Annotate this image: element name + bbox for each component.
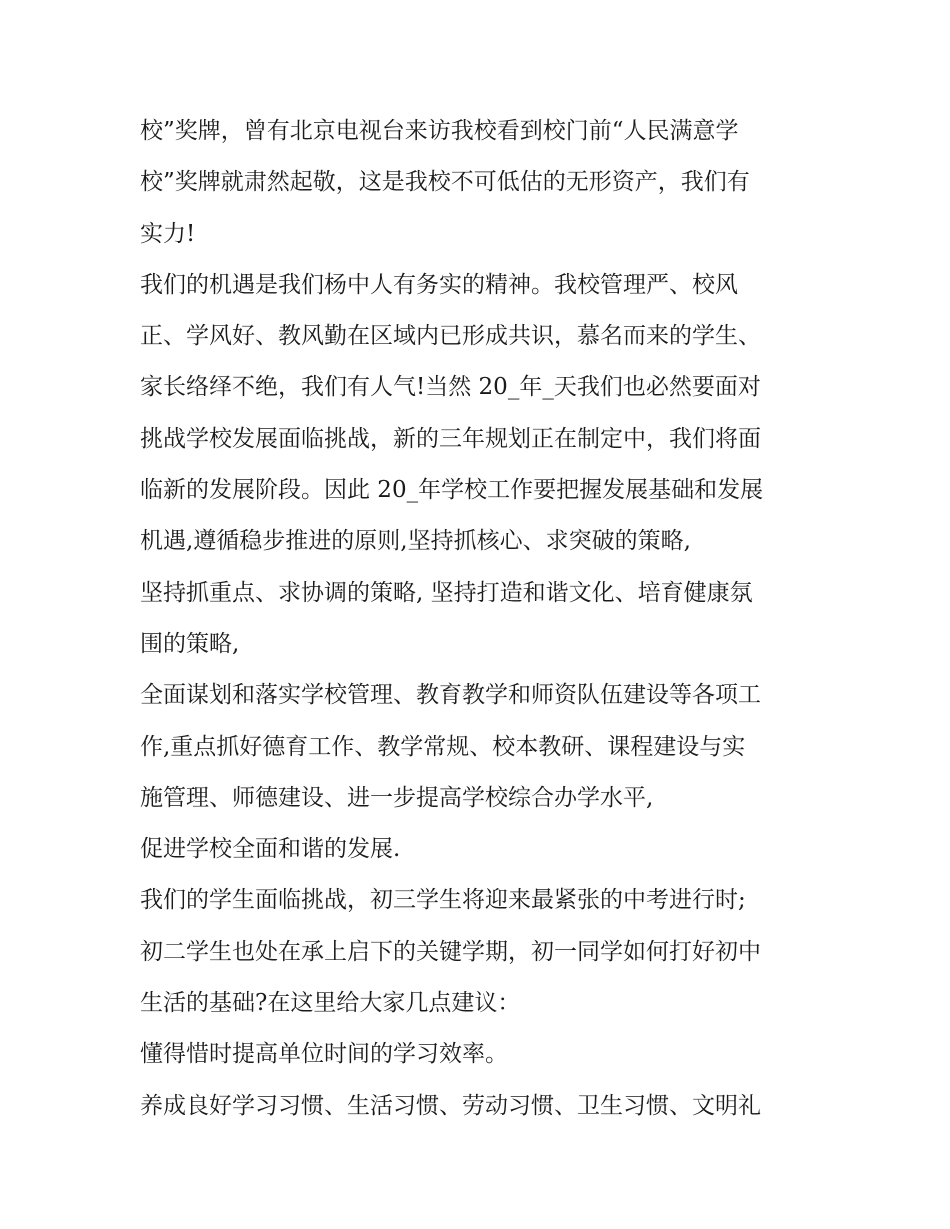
text-line: 全面谋划和落实学校管理、教育教学和师资队伍建设等各项工	[140, 682, 761, 709]
text-line: 临新的发展阶段。因此 20_年学校工作要把握发展基础和发展	[140, 477, 764, 504]
text-line: 实力!	[140, 220, 196, 247]
text-line: 生活的基础?在这里给大家几点建议：	[140, 990, 521, 1017]
text-line: 家长络绎不绝，我们有人气!当然 20_年_天我们也必然要面对	[140, 374, 761, 401]
text-line: 施管理、师德建设、进一步提高学校综合办学水平,	[140, 784, 654, 811]
text-line: 我们的机遇是我们杨中人有务实的精神。我校管理严、校风	[140, 271, 738, 298]
text-line: 我们的学生面临挑战，初三学生将迎来最紧张的中考进行时;	[140, 887, 746, 914]
text-line: 懂得惜时提高单位时间的学习效率。	[140, 1041, 508, 1068]
text-line: 坚持抓重点、求协调的策略, 坚持打造和谐文化、培育健康氛	[140, 579, 753, 606]
body-text	[140, 106, 820, 1132]
text-line: 机遇,遵循稳步推进的原则,坚持抓核心、求突破的策略,	[140, 528, 691, 555]
text-line: 初二学生也处在承上启下的关键学期，初一同学如何打好初中	[140, 938, 761, 965]
text-line: 挑战学校发展面临挑战，新的三年规划正在制定中，我们将面	[140, 425, 761, 452]
text-line: 围的策略,	[140, 630, 240, 657]
text-line: 养成良好学习习惯、生活习惯、劳动习惯、卫生习惯、文明礼	[140, 1092, 761, 1119]
text-line: 正、学风好、教风勤在区域内已形成共识，慕名而来的学生、	[140, 323, 761, 350]
text-line: 促进学校全面和谐的发展.	[140, 836, 401, 863]
text-line: 校”奖牌就肃然起敬，这是我校不可低估的无形资产，我们有	[140, 169, 750, 196]
text-line: 校”奖牌，曾有北京电视台来访我校看到校门前“人民满意学	[140, 118, 739, 144]
text-line: 作,重点抓好德育工作、教学常规、校本教研、课程建设与实	[140, 733, 746, 760]
